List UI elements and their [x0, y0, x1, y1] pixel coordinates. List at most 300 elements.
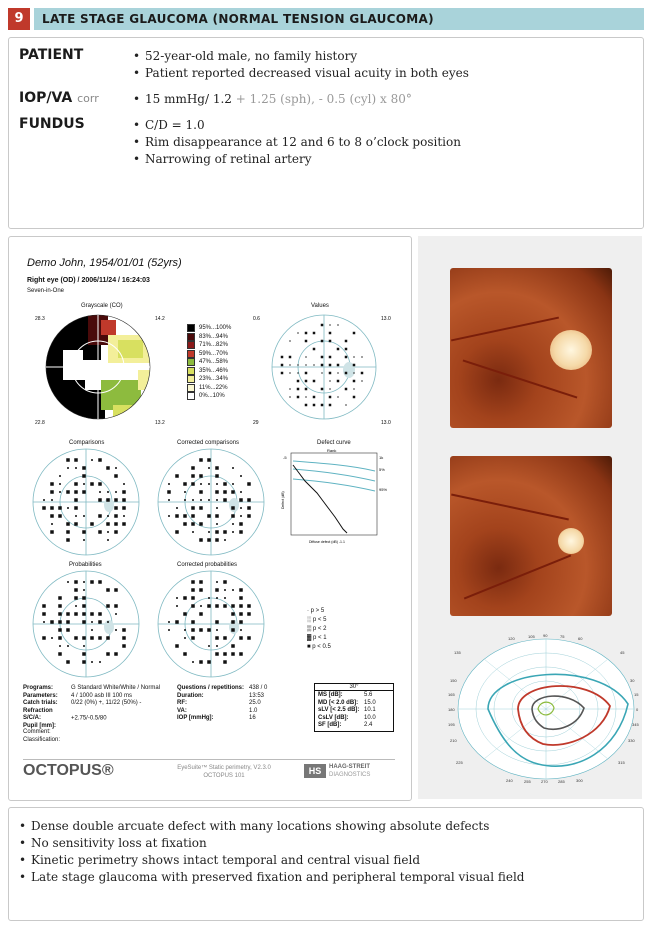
field-point	[337, 348, 340, 351]
field-point	[247, 482, 251, 486]
field-point	[58, 620, 62, 624]
corrected-probabilities-title: Corrected probabilities	[177, 562, 238, 568]
param-value: 15.0	[364, 699, 376, 706]
field-point	[50, 490, 54, 494]
field-point	[192, 661, 194, 663]
kinetic-label: 15	[634, 692, 639, 697]
field-point	[66, 620, 70, 624]
corrected-comparisons-plot	[154, 447, 269, 557]
defect-curve-pct-top: 5%	[379, 467, 385, 472]
field-point	[123, 483, 125, 485]
legend-label: 83%...94%	[199, 333, 229, 340]
field-point	[207, 538, 211, 542]
field-point	[200, 605, 202, 607]
field-point	[168, 621, 170, 623]
field-point	[199, 490, 203, 494]
legend-label: 35%...46%	[199, 367, 229, 374]
field-point	[192, 499, 194, 501]
field-point	[82, 652, 86, 656]
field-point	[216, 581, 218, 583]
grayscale-corner: 14.2	[155, 316, 165, 322]
field-point	[50, 620, 54, 624]
field-point	[83, 539, 85, 541]
field-point	[321, 372, 322, 373]
field-point	[107, 491, 109, 493]
param-row	[177, 715, 267, 723]
legend-swatch	[187, 341, 195, 349]
report-classification: Classification:	[23, 737, 61, 743]
field-point	[59, 483, 61, 485]
kinetic-label: 135	[454, 650, 461, 655]
field-point	[289, 364, 290, 365]
field-point	[106, 636, 110, 640]
field-point	[175, 644, 179, 648]
legend-label: 47%...58%	[199, 359, 229, 365]
field-point	[313, 364, 314, 365]
field-point	[240, 515, 242, 517]
grayscale-title: Grayscale (CO)	[81, 303, 123, 309]
field-point	[199, 474, 203, 478]
field-point	[82, 604, 86, 608]
field-point	[231, 514, 235, 518]
field-point	[175, 474, 179, 478]
field-point	[305, 388, 308, 391]
field-point	[58, 506, 62, 510]
field-point	[114, 588, 118, 592]
indices-rows	[315, 691, 393, 731]
field-point	[66, 538, 70, 542]
field-point	[59, 491, 61, 493]
field-point	[192, 531, 194, 533]
haag-streit-logo: HS	[304, 764, 326, 778]
field-point	[42, 612, 46, 616]
field-point	[106, 498, 110, 502]
field-point	[329, 388, 330, 389]
defect-curve-plot	[279, 449, 394, 549]
maker-line-2: DIAGNOSTICS	[329, 772, 371, 778]
field-point	[297, 364, 298, 365]
field-point	[207, 458, 211, 462]
legend-label: 0%...10%	[199, 393, 225, 399]
field-point	[168, 629, 170, 631]
report-patient-name: Demo John, 1954/01/01 (52yrs)	[27, 257, 182, 269]
field-point	[90, 636, 94, 640]
field-point	[208, 483, 210, 485]
field-point	[247, 514, 251, 518]
field-point	[231, 620, 235, 624]
grayscale-legend-item	[187, 341, 231, 350]
corrected-comparisons-title: Corrected comparisons	[177, 440, 240, 446]
field-point	[223, 652, 227, 656]
field-point	[361, 372, 364, 375]
iop-item	[131, 91, 631, 108]
field-point	[82, 474, 86, 478]
kinetic-label: 165	[448, 692, 455, 697]
field-point	[199, 580, 203, 584]
values-corner: 0.6	[253, 316, 260, 322]
param-row	[23, 708, 160, 723]
finding-item: • No sensitivity loss at fixation	[17, 835, 627, 852]
params-mid	[177, 685, 267, 723]
field-point	[353, 372, 354, 373]
iop-label	[19, 90, 99, 106]
field-point	[74, 636, 78, 640]
field-point	[247, 612, 251, 616]
field-point	[329, 404, 332, 407]
field-point	[74, 490, 78, 494]
field-point	[353, 380, 356, 383]
octopus-logo: OCTOPUS®	[23, 762, 114, 779]
field-point	[98, 482, 102, 486]
defect-curve-xlabel: Diffuse defect (dB) -1.1	[309, 540, 345, 544]
field-point	[114, 604, 118, 608]
probability-symbol: ■	[307, 644, 313, 650]
field-point	[184, 499, 186, 501]
field-point	[240, 629, 242, 631]
defect-curve-right-value: 1k	[379, 455, 384, 460]
field-point	[215, 620, 219, 624]
field-point	[99, 661, 101, 663]
field-point	[66, 612, 70, 616]
field-point	[66, 490, 70, 494]
defect-curve-ylabel: Defect (dB)	[281, 491, 285, 509]
field-point	[337, 324, 338, 325]
defect-curve-left-value: -5	[283, 455, 287, 460]
probability-label: p < 5	[312, 617, 327, 623]
report-divider	[23, 759, 395, 760]
defect-curve-title: Defect curve	[317, 440, 351, 446]
values-corner: 29	[253, 420, 259, 426]
field-point	[191, 628, 195, 632]
field-point	[337, 372, 338, 373]
field-point	[58, 652, 62, 656]
patient-item: • Patient reported decreased visual acuity in both eyes	[131, 65, 631, 82]
field-point	[199, 612, 203, 616]
param-row	[23, 693, 160, 701]
kinetic-perimetry-plot	[448, 634, 644, 784]
field-point	[83, 589, 85, 591]
field-point	[321, 364, 324, 367]
field-point	[98, 612, 102, 616]
field-point	[183, 482, 187, 486]
param-key: RF:	[177, 700, 187, 706]
section-number: 9	[8, 8, 30, 30]
param-key: Parameters:	[23, 692, 58, 699]
field-point	[82, 636, 86, 640]
legend-swatch	[187, 375, 195, 383]
param-value: +2.75/-0.5/80	[71, 715, 107, 721]
iop-list	[131, 91, 631, 108]
field-point	[305, 356, 306, 357]
legend-label: 11%...22%	[199, 384, 228, 391]
field-point	[191, 604, 195, 608]
field-point	[297, 380, 300, 383]
vessel	[464, 555, 571, 600]
images-panel	[418, 236, 642, 799]
field-point	[313, 380, 316, 383]
field-point	[215, 474, 219, 478]
field-point	[232, 589, 234, 591]
kinetic-label: 300	[576, 778, 583, 783]
kinetic-label: 195	[448, 722, 455, 727]
field-point	[215, 530, 219, 534]
legend-swatch	[187, 367, 195, 375]
indices-header: 30°	[315, 684, 393, 691]
field-point	[224, 597, 226, 599]
field-point	[199, 506, 203, 510]
param-value: 0/22 (0%) +, 11/22 (50%) -	[71, 700, 142, 706]
params-left	[23, 685, 160, 730]
field-point	[191, 522, 195, 526]
field-point	[313, 348, 316, 351]
field-point	[67, 507, 69, 509]
field-point	[106, 522, 110, 526]
field-point	[74, 498, 78, 502]
field-point	[239, 522, 243, 526]
field-point	[313, 332, 316, 335]
defect-curve-pct-bottom: 95%	[379, 487, 388, 492]
kinetic-label: 285	[558, 779, 565, 784]
param-value: G Standard White/White / Normal	[71, 685, 161, 691]
field-point	[232, 467, 234, 469]
kinetic-label: 255	[524, 779, 531, 784]
field-point	[321, 356, 324, 359]
field-point	[191, 588, 195, 592]
fundus-item: • Narrowing of retinal artery	[131, 151, 631, 168]
fundus-item: • Rim disappearance at 12 and 6 to 8 o’clock position	[131, 134, 631, 151]
field-point	[240, 475, 242, 477]
field-point	[361, 356, 362, 357]
param-key: Pupil [mm]:	[23, 722, 56, 729]
field-point	[231, 652, 235, 656]
param-row	[177, 685, 267, 693]
field-point	[74, 588, 78, 592]
field-point	[176, 597, 178, 599]
field-point	[183, 612, 187, 616]
field-point	[167, 490, 171, 494]
probability-symbol: ▓	[307, 635, 314, 641]
param-key: MS [dB]:	[318, 692, 343, 698]
report-program: Seven-in-One	[27, 288, 65, 294]
field-point	[176, 605, 178, 607]
field-point	[329, 356, 332, 359]
device-name: OCTOPUS 101	[203, 773, 245, 779]
param-row	[23, 700, 160, 708]
field-point	[191, 596, 195, 600]
field-point	[223, 498, 227, 502]
vessel	[451, 494, 569, 521]
field-point	[191, 636, 195, 640]
param-key: sLV [< 2.5 dB]:	[318, 707, 360, 713]
param-row	[23, 685, 160, 693]
field-point	[75, 605, 77, 607]
field-point	[50, 530, 54, 534]
param-key: SF [dB]:	[318, 722, 342, 728]
legend-swatch	[187, 333, 195, 341]
field-point	[345, 404, 346, 405]
param-value: 1.0	[249, 707, 258, 714]
kinetic-label: 90	[543, 634, 548, 638]
field-point	[98, 514, 102, 518]
field-point	[216, 597, 218, 599]
field-point	[329, 372, 332, 375]
field-point	[82, 466, 86, 470]
section-header	[8, 8, 644, 30]
field-point	[239, 636, 243, 640]
field-point	[42, 636, 46, 640]
field-point	[83, 483, 85, 485]
patient-label: PATIENT	[19, 47, 84, 63]
global-indices-box	[314, 683, 394, 732]
legend-swatch	[187, 384, 195, 392]
param-row	[177, 708, 267, 716]
field-point	[199, 588, 203, 592]
field-point	[90, 612, 94, 616]
field-point	[329, 380, 330, 381]
field-point	[107, 621, 109, 623]
param-value: 5.6	[364, 692, 373, 698]
field-point	[305, 332, 308, 335]
grayscale-legend-item	[187, 324, 231, 333]
field-point	[345, 340, 348, 343]
legend-label: 23%...34%	[199, 376, 229, 382]
kinetic-label: 330	[628, 738, 635, 743]
fundus-photo-2	[450, 456, 612, 616]
param-row	[318, 722, 390, 730]
field-point	[223, 490, 227, 494]
field-point	[91, 621, 93, 623]
field-point	[215, 514, 219, 518]
field-point	[115, 467, 117, 469]
field-point	[122, 628, 126, 632]
field-point	[216, 507, 218, 509]
field-point	[345, 348, 348, 351]
field-point	[239, 498, 243, 502]
report-eye: Right eye (OD) / 2006/11/24 / 16:24:03	[27, 277, 150, 284]
field-point	[191, 482, 195, 486]
grayscale-legend	[187, 324, 231, 401]
kinetic-label: 30	[630, 678, 635, 683]
field-point	[98, 458, 102, 462]
field-point	[329, 324, 330, 325]
field-point	[313, 396, 316, 399]
kinetic-label: 225	[456, 760, 463, 765]
field-point	[175, 514, 179, 518]
field-point	[353, 364, 356, 367]
field-point	[98, 636, 102, 640]
field-point	[345, 388, 348, 391]
field-point	[199, 628, 203, 632]
iop-main: 15 mmHg/ 1.2	[145, 92, 232, 106]
field-point	[337, 396, 338, 397]
field-point	[305, 372, 308, 375]
field-point	[67, 645, 69, 647]
field-point	[191, 620, 195, 624]
field-point	[115, 491, 117, 493]
probability-legend-item	[307, 625, 331, 634]
field-point	[216, 645, 218, 647]
field-point	[200, 499, 202, 501]
field-point	[281, 372, 284, 375]
param-value: 4 / 1000 asb III 100 ms	[71, 692, 133, 699]
probability-label: p < 2	[312, 626, 327, 632]
probability-symbol: ▒	[307, 626, 313, 632]
param-key: Catch trials:	[23, 700, 58, 706]
field-point	[191, 466, 195, 470]
field-point	[321, 340, 324, 343]
field-point	[321, 324, 324, 327]
field-point	[66, 522, 70, 526]
vessel	[451, 317, 559, 342]
values-plot	[249, 310, 399, 430]
field-point	[361, 380, 362, 381]
probability-legend-item	[307, 634, 331, 643]
field-point	[215, 652, 219, 656]
field-point	[122, 490, 126, 494]
field-point	[297, 372, 298, 373]
findings-list	[17, 818, 627, 886]
field-point	[74, 596, 78, 600]
kinetic-label: 240	[506, 778, 513, 783]
field-point	[305, 380, 308, 383]
field-point	[59, 475, 61, 477]
field-point	[183, 522, 187, 526]
field-point	[106, 652, 110, 656]
field-point	[50, 514, 54, 518]
field-point	[50, 506, 54, 510]
field-point	[289, 396, 290, 397]
field-point	[122, 644, 126, 648]
field-point	[353, 396, 356, 399]
field-point	[75, 515, 77, 517]
field-point	[215, 490, 219, 494]
field-point	[83, 581, 85, 583]
field-point	[207, 628, 211, 632]
param-value: 13:53	[249, 692, 265, 699]
field-point	[184, 491, 186, 493]
field-point	[231, 612, 235, 616]
kinetic-label: 60	[578, 636, 583, 641]
field-point	[208, 597, 210, 599]
field-point	[231, 490, 235, 494]
optic-disc	[558, 528, 584, 554]
patient-list	[131, 48, 631, 82]
fundus-item: • C/D = 1.0	[131, 117, 631, 134]
field-point	[313, 404, 316, 407]
probability-legend-item	[307, 607, 331, 616]
field-point	[122, 636, 126, 640]
field-point	[305, 340, 308, 343]
param-row	[177, 693, 267, 701]
field-point	[82, 660, 86, 664]
field-point	[51, 523, 53, 525]
param-row	[318, 707, 390, 715]
field-point	[98, 498, 102, 502]
field-point	[215, 588, 219, 592]
field-point	[99, 491, 101, 493]
finding-item: • Late stage glaucoma with preserved fixation and peripheral temporal visual field	[17, 869, 627, 886]
field-point	[231, 628, 235, 632]
optic-disc	[550, 330, 592, 370]
param-value: 10.0	[364, 714, 376, 721]
field-point	[67, 581, 69, 583]
field-point	[183, 596, 187, 600]
kinetic-label: 180	[448, 707, 455, 712]
grayscale-legend-item	[187, 358, 231, 367]
field-point	[114, 652, 118, 656]
field-point	[175, 530, 179, 534]
fundus-photo-1	[450, 268, 612, 428]
